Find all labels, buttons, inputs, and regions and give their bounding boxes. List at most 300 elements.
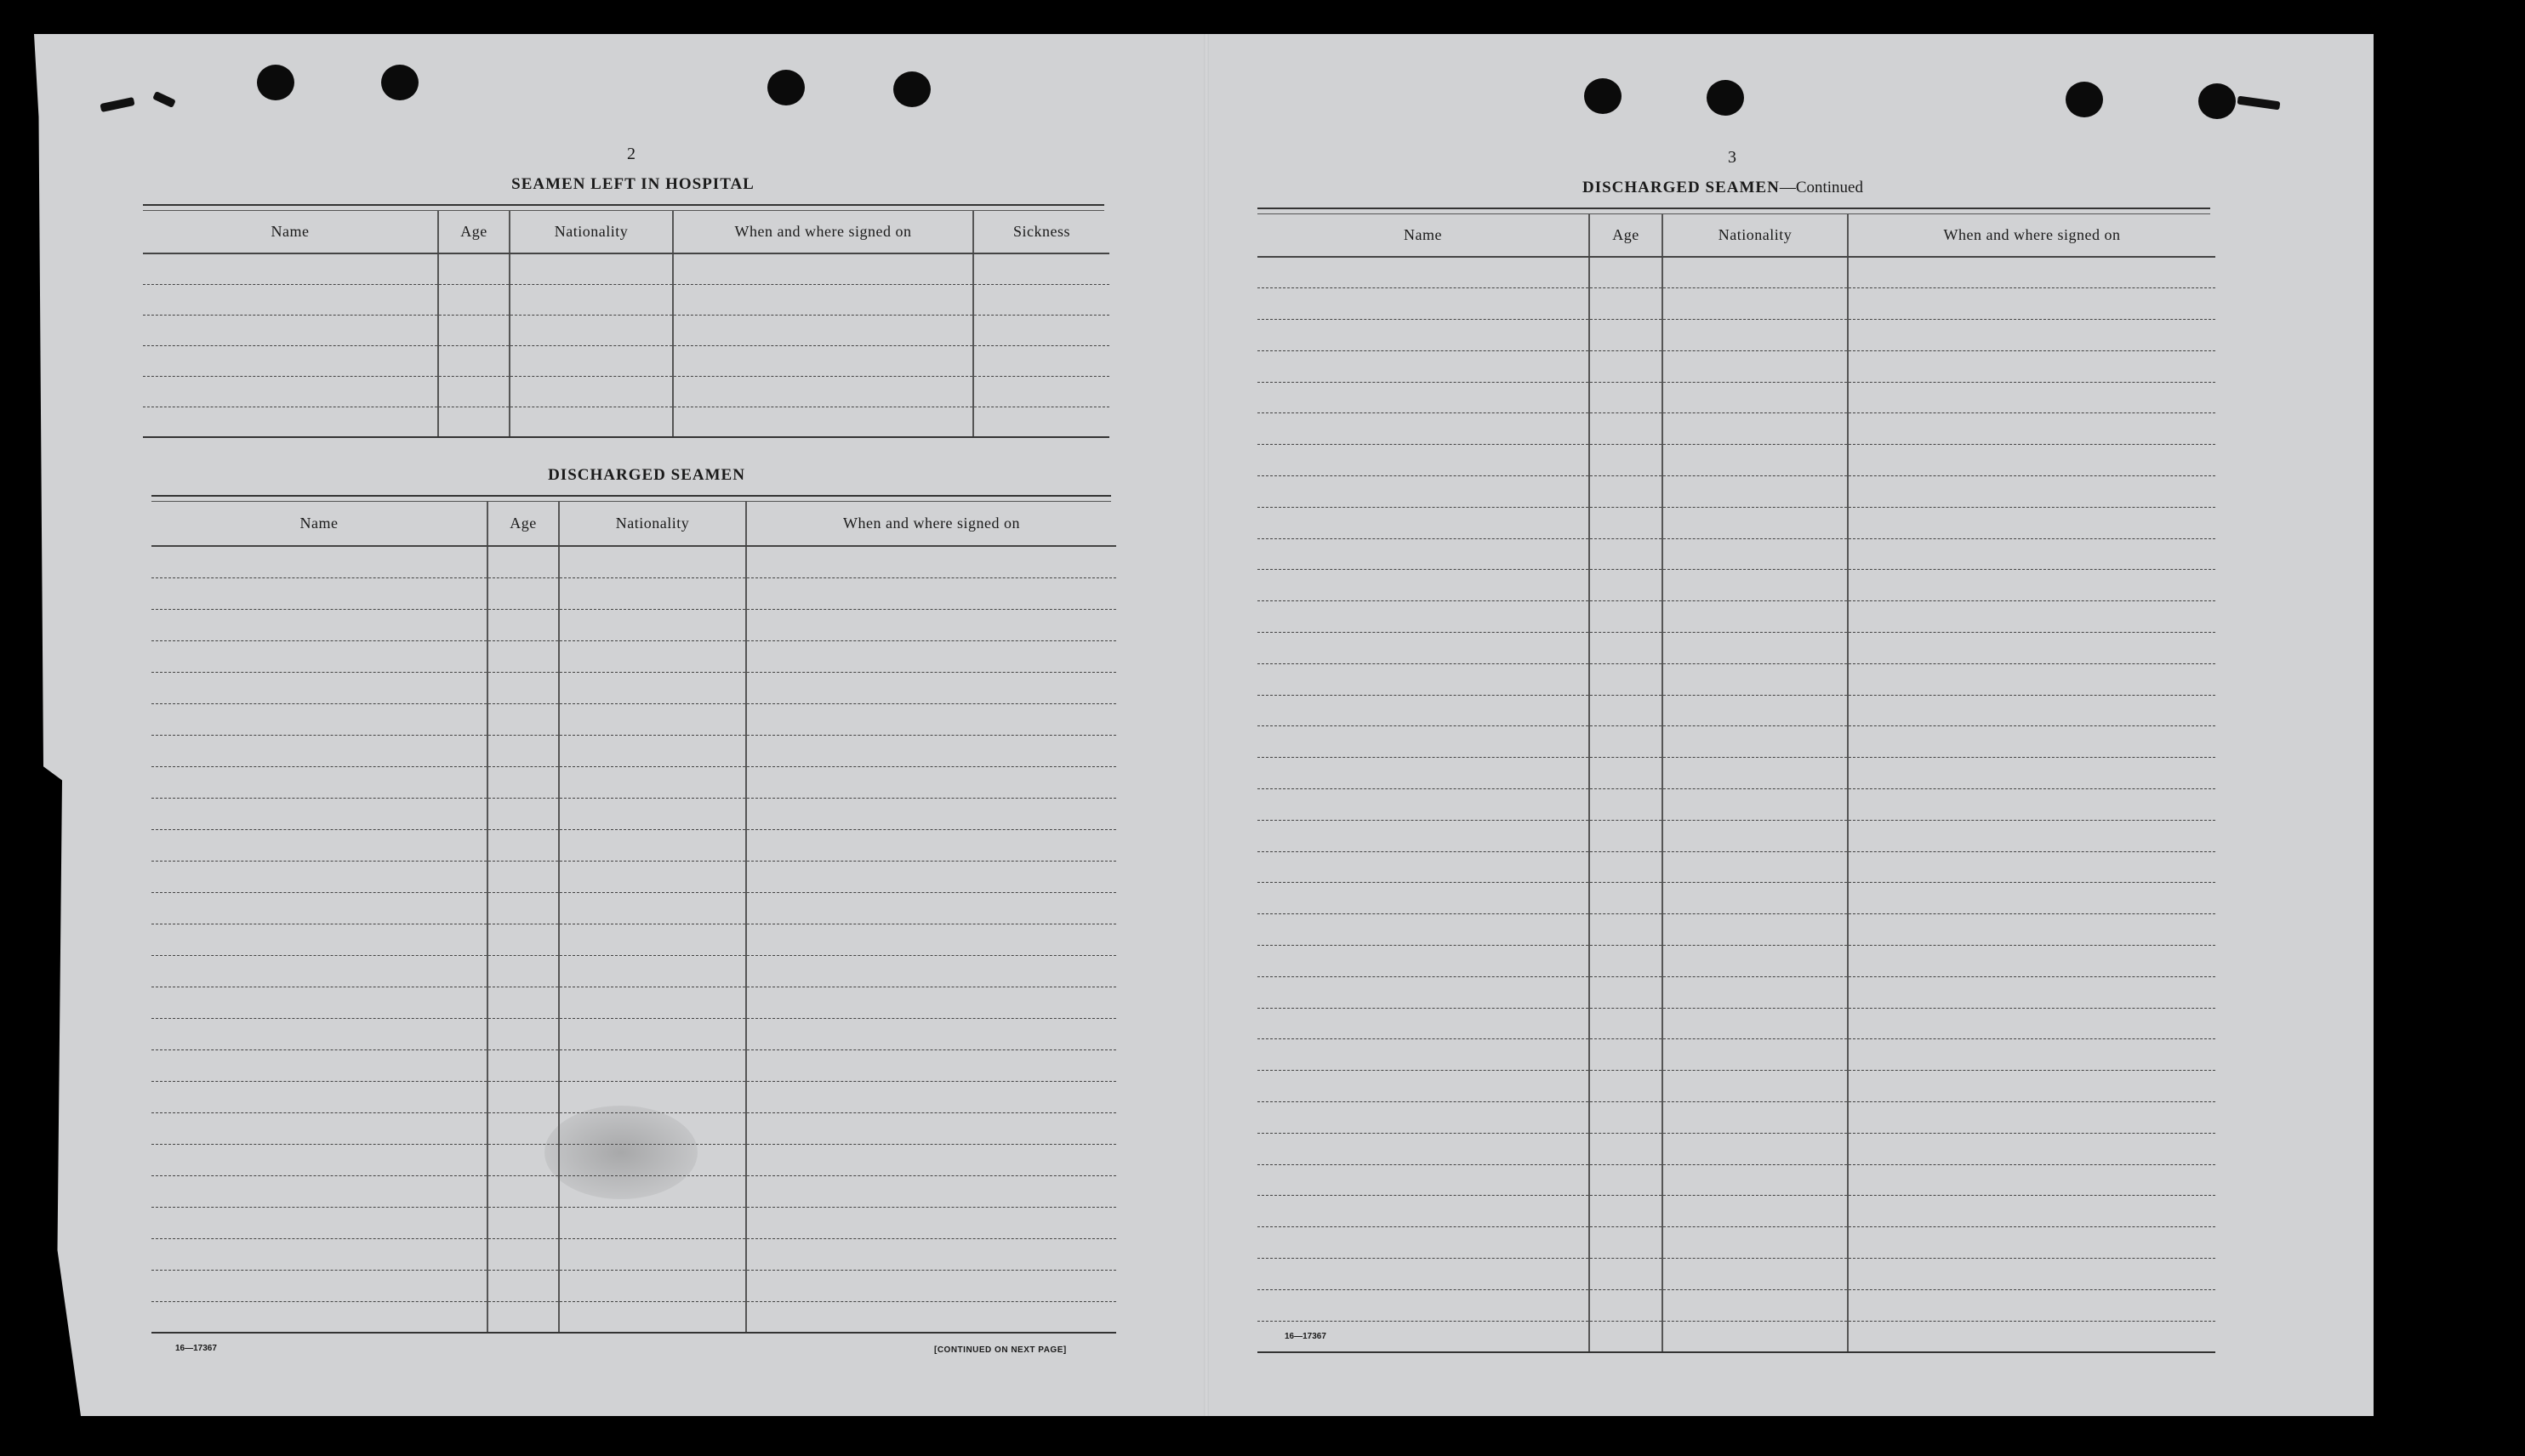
table-cell — [1589, 695, 1662, 726]
table-cell — [1848, 570, 2215, 601]
table-cell — [1589, 914, 1662, 946]
table-row — [1257, 1008, 2215, 1039]
table-cell — [151, 1081, 487, 1112]
hospital-col-signed-on: When and where signed on — [673, 211, 973, 253]
table-row — [1257, 789, 2215, 821]
table-row — [1257, 1196, 2215, 1227]
table-cell — [1257, 1227, 1589, 1259]
table-row — [151, 1238, 1116, 1270]
table-cell — [487, 955, 559, 987]
table-cell — [1848, 946, 2215, 977]
table-cell — [151, 1112, 487, 1144]
table-cell — [559, 1301, 746, 1333]
table-row — [143, 253, 1109, 284]
table-row — [1257, 1227, 2215, 1259]
table-cell — [1589, 570, 1662, 601]
table-cell — [1589, 758, 1662, 789]
discharged-continued-title-suffix: —Continued — [1779, 179, 1863, 196]
table-cell — [1848, 538, 2215, 570]
discharged-continued-title — [1463, 179, 1982, 197]
table-cell — [559, 892, 746, 924]
table-cell — [1848, 1321, 2215, 1352]
table-cell — [1662, 851, 1848, 883]
table-cell — [1848, 1039, 2215, 1071]
form-code-right: 16—17367 — [1285, 1332, 1326, 1341]
table-row — [1257, 976, 2215, 1008]
table-cell — [1257, 851, 1589, 883]
table-cell — [1662, 1164, 1848, 1196]
table-cell — [1662, 883, 1848, 914]
table-row — [1257, 633, 2215, 664]
table-cell — [1589, 633, 1662, 664]
table-cell — [151, 546, 487, 577]
table-row — [1257, 445, 2215, 476]
table-cell — [746, 892, 1116, 924]
table-cell — [1662, 914, 1848, 946]
table-cell — [487, 861, 559, 892]
table-cell — [1589, 1039, 1662, 1071]
table-row — [1257, 726, 2215, 758]
table-cell — [1662, 601, 1848, 633]
table-cell — [487, 672, 559, 703]
table-cell — [1848, 1196, 2215, 1227]
ink-smudge — [544, 1106, 698, 1199]
table-cell — [1848, 726, 2215, 758]
table-cell — [1848, 476, 2215, 508]
table-cell — [1848, 1227, 2215, 1259]
table-row — [1257, 601, 2215, 633]
table-cell — [1848, 1008, 2215, 1039]
table-row — [151, 672, 1116, 703]
table-cell — [746, 924, 1116, 955]
table-cell — [559, 861, 746, 892]
table-cell — [487, 1238, 559, 1270]
table-cell — [1257, 1289, 1589, 1321]
table-cell — [1848, 1102, 2215, 1134]
table-cell — [151, 735, 487, 766]
table-cell — [1848, 288, 2215, 320]
discharged-continued-title-main: DISCHARGED SEAMEN — [1582, 179, 1780, 196]
table-cell — [1662, 257, 1848, 288]
table-cell — [1662, 976, 1848, 1008]
page-number-right: 3 — [1728, 148, 1736, 167]
table-cell — [151, 924, 487, 955]
table-cell — [746, 766, 1116, 798]
table-cell — [1662, 507, 1848, 538]
table-cell — [1257, 1259, 1589, 1290]
table-row — [143, 315, 1109, 345]
table-cell — [1848, 1164, 2215, 1196]
table-cell — [1662, 538, 1848, 570]
punch-hole — [893, 71, 931, 107]
table-cell — [1589, 883, 1662, 914]
table-cell — [151, 829, 487, 861]
page-number-left: 2 — [627, 145, 636, 163]
table-cell — [1662, 663, 1848, 695]
table-cell — [487, 766, 559, 798]
table-row — [151, 1301, 1116, 1333]
table-row — [1257, 695, 2215, 726]
table-cell — [1257, 914, 1589, 946]
table-cell — [1662, 413, 1848, 445]
table-cell — [1848, 1133, 2215, 1164]
punch-hole — [257, 65, 294, 100]
hospital-top-rule — [143, 204, 1104, 211]
table-cell — [1257, 257, 1589, 288]
table-cell — [559, 766, 746, 798]
table-row — [1257, 914, 2215, 946]
discharged-continued-table — [1257, 214, 2215, 1353]
hospital-table — [143, 211, 1109, 438]
table-cell — [1662, 1102, 1848, 1134]
table-cell — [559, 546, 746, 577]
table-row — [1257, 320, 2215, 351]
punch-hole — [1707, 80, 1744, 116]
discharged-col-nationality: Nationality — [559, 502, 746, 546]
table-cell — [151, 1301, 487, 1333]
table-cell — [559, 1238, 746, 1270]
table-row — [151, 766, 1116, 798]
table-row — [151, 577, 1116, 609]
discharged-section-title: DISCHARGED SEAMEN — [548, 466, 745, 484]
table-cell — [1257, 633, 1589, 664]
table-cell — [746, 1049, 1116, 1081]
table-row — [151, 1049, 1116, 1081]
table-cell — [487, 703, 559, 735]
table-cell — [746, 546, 1116, 577]
table-row — [151, 1207, 1116, 1238]
table-cell — [487, 798, 559, 829]
table-row — [143, 284, 1109, 315]
table-cell — [1848, 320, 2215, 351]
discharged-continued-top-rule — [1257, 208, 2210, 214]
table-cell — [746, 735, 1116, 766]
table-cell — [1257, 1008, 1589, 1039]
table-cell — [1848, 633, 2215, 664]
table-cell — [1257, 382, 1589, 413]
table-cell — [151, 577, 487, 609]
table-cell — [151, 672, 487, 703]
table-cell — [559, 1081, 746, 1112]
table-row — [1257, 1289, 2215, 1321]
table-cell — [559, 703, 746, 735]
table-row — [1257, 1133, 2215, 1164]
table-cell — [151, 609, 487, 640]
table-cell — [1257, 507, 1589, 538]
table-row — [1257, 820, 2215, 851]
punch-hole — [767, 70, 805, 105]
table-cell — [151, 1175, 487, 1207]
discharged-continued-col-signed-on: When and where signed on — [1848, 214, 2215, 257]
table-cell — [1848, 851, 2215, 883]
table-cell — [559, 577, 746, 609]
table-cell — [1589, 445, 1662, 476]
table-cell — [746, 640, 1116, 672]
table-row — [1257, 1039, 2215, 1071]
table-cell — [487, 1049, 559, 1081]
table-cell — [1589, 413, 1662, 445]
table-cell — [1589, 976, 1662, 1008]
table-cell — [1662, 476, 1848, 508]
table-cell — [487, 892, 559, 924]
table-row — [151, 1018, 1116, 1049]
table-row — [1257, 1321, 2215, 1352]
table-cell — [559, 1270, 746, 1301]
table-row — [1257, 758, 2215, 789]
table-cell — [559, 924, 746, 955]
table-row — [151, 829, 1116, 861]
table-cell — [1257, 1039, 1589, 1071]
table-cell — [1589, 1164, 1662, 1196]
table-cell — [746, 1207, 1116, 1238]
continued-footnote: [CONTINUED ON NEXT PAGE] — [934, 1345, 1067, 1355]
table-cell — [1257, 320, 1589, 351]
table-cell — [559, 1049, 746, 1081]
table-cell — [1589, 601, 1662, 633]
discharged-col-name: Name — [151, 502, 487, 546]
table-row — [1257, 1071, 2215, 1102]
table-cell — [487, 924, 559, 955]
table-row — [151, 546, 1116, 577]
table-cell — [487, 1301, 559, 1333]
table-cell — [1848, 1289, 2215, 1321]
table-cell — [746, 1270, 1116, 1301]
discharged-continued-col-age: Age — [1589, 214, 1662, 257]
punch-hole — [2066, 82, 2103, 117]
table-row — [1257, 507, 2215, 538]
table-cell — [1589, 320, 1662, 351]
table-cell — [1589, 507, 1662, 538]
table-cell — [1848, 1071, 2215, 1102]
table-cell — [1589, 1133, 1662, 1164]
table-cell — [746, 1144, 1116, 1175]
table-cell — [1662, 350, 1848, 382]
table-cell — [151, 955, 487, 987]
table-cell — [1848, 789, 2215, 821]
table-row — [1257, 851, 2215, 883]
table-cell — [1848, 758, 2215, 789]
table-cell — [559, 955, 746, 987]
table-cell — [1662, 1008, 1848, 1039]
table-cell — [1662, 1227, 1848, 1259]
punch-hole — [2198, 83, 2236, 119]
table-cell — [559, 987, 746, 1018]
table-cell — [1257, 1071, 1589, 1102]
discharged-table — [151, 502, 1116, 1334]
table-cell — [1589, 382, 1662, 413]
table-cell — [1257, 570, 1589, 601]
table-cell — [151, 766, 487, 798]
table-cell — [1848, 601, 2215, 633]
table-cell — [1848, 1259, 2215, 1290]
hospital-header-row — [143, 211, 1109, 253]
table-cell — [1848, 820, 2215, 851]
table-cell — [746, 861, 1116, 892]
table-cell — [559, 1018, 746, 1049]
table-row — [143, 407, 1109, 437]
table-cell — [1848, 976, 2215, 1008]
table-cell — [1589, 726, 1662, 758]
table-cell — [151, 987, 487, 1018]
table-cell — [1257, 883, 1589, 914]
table-cell — [1589, 663, 1662, 695]
table-row — [151, 861, 1116, 892]
punch-hole — [381, 65, 419, 100]
hospital-col-age: Age — [438, 211, 510, 253]
table-cell — [559, 640, 746, 672]
table-cell — [746, 1301, 1116, 1333]
table-cell — [746, 1018, 1116, 1049]
table-cell — [1848, 695, 2215, 726]
table-cell — [1589, 1071, 1662, 1102]
table-cell — [487, 735, 559, 766]
table-cell — [746, 955, 1116, 987]
table-cell — [746, 577, 1116, 609]
discharged-col-signed-on: When and where signed on — [746, 502, 1116, 546]
table-cell — [1589, 1289, 1662, 1321]
table-cell — [1257, 789, 1589, 821]
table-row — [1257, 1259, 2215, 1290]
table-cell — [746, 1238, 1116, 1270]
table-cell — [151, 1049, 487, 1081]
discharged-continued-header-row — [1257, 214, 2215, 257]
table-cell — [1662, 288, 1848, 320]
hospital-col-name: Name — [143, 211, 438, 253]
table-cell — [1848, 883, 2215, 914]
table-cell — [746, 829, 1116, 861]
hospital-section-title: SEAMEN LEFT IN HOSPITAL — [511, 175, 755, 193]
table-cell — [1848, 257, 2215, 288]
table-row — [1257, 1164, 2215, 1196]
table-cell — [1257, 1133, 1589, 1164]
table-cell — [1257, 350, 1589, 382]
table-cell — [487, 640, 559, 672]
table-cell — [151, 1018, 487, 1049]
table-cell — [1589, 851, 1662, 883]
discharged-header-row — [151, 502, 1116, 546]
table-cell — [1589, 350, 1662, 382]
table-cell — [1589, 1102, 1662, 1134]
table-cell — [1662, 726, 1848, 758]
page-fold — [1204, 34, 1209, 1416]
form-code-left: 16—17367 — [175, 1344, 217, 1353]
table-row — [151, 924, 1116, 955]
table-cell — [1662, 758, 1848, 789]
table-cell — [559, 798, 746, 829]
table-cell — [1257, 1164, 1589, 1196]
table-cell — [151, 798, 487, 829]
table-cell — [1257, 1196, 1589, 1227]
table-cell — [487, 829, 559, 861]
table-cell — [1662, 1321, 1848, 1352]
table-cell — [559, 672, 746, 703]
table-cell — [1257, 476, 1589, 508]
table-cell — [1589, 476, 1662, 508]
table-row — [151, 1270, 1116, 1301]
table-cell — [151, 640, 487, 672]
hospital-col-nationality: Nationality — [510, 211, 673, 253]
table-cell — [1662, 1196, 1848, 1227]
table-row — [1257, 413, 2215, 445]
table-cell — [1257, 413, 1589, 445]
table-cell — [1589, 288, 1662, 320]
table-cell — [1662, 570, 1848, 601]
table-cell — [1662, 320, 1848, 351]
table-row — [143, 345, 1109, 376]
table-cell — [1589, 1008, 1662, 1039]
table-cell — [1257, 601, 1589, 633]
table-cell — [151, 892, 487, 924]
table-cell — [1589, 1259, 1662, 1290]
table-cell — [1662, 789, 1848, 821]
table-row — [151, 987, 1116, 1018]
table-row — [1257, 257, 2215, 288]
discharged-continued-col-nationality: Nationality — [1662, 214, 1848, 257]
table-cell — [746, 798, 1116, 829]
table-cell — [151, 1270, 487, 1301]
table-cell — [1662, 820, 1848, 851]
table-cell — [487, 1081, 559, 1112]
table-cell — [559, 609, 746, 640]
discharged-col-age: Age — [487, 502, 559, 546]
table-cell — [746, 703, 1116, 735]
table-cell — [1257, 758, 1589, 789]
table-cell — [151, 1144, 487, 1175]
table-cell — [151, 1238, 487, 1270]
table-cell — [487, 577, 559, 609]
table-cell — [1589, 1321, 1662, 1352]
table-cell — [487, 1018, 559, 1049]
table-cell — [1848, 445, 2215, 476]
table-cell — [746, 1112, 1116, 1144]
table-cell — [1848, 350, 2215, 382]
table-cell — [1589, 946, 1662, 977]
table-cell — [1589, 257, 1662, 288]
discharged-continued-col-name: Name — [1257, 214, 1589, 257]
table-row — [1257, 663, 2215, 695]
table-cell — [151, 1207, 487, 1238]
table-cell — [1257, 445, 1589, 476]
table-cell — [1662, 633, 1848, 664]
table-cell — [1662, 695, 1848, 726]
table-row — [1257, 476, 2215, 508]
table-cell — [746, 609, 1116, 640]
table-cell — [1662, 382, 1848, 413]
table-cell — [746, 672, 1116, 703]
table-cell — [487, 987, 559, 1018]
table-row — [1257, 382, 2215, 413]
table-row — [143, 376, 1109, 407]
table-cell — [559, 1207, 746, 1238]
discharged-top-rule — [151, 495, 1111, 502]
table-cell — [487, 1270, 559, 1301]
table-cell — [1848, 914, 2215, 946]
table-cell — [559, 735, 746, 766]
table-row — [151, 609, 1116, 640]
table-cell — [1662, 946, 1848, 977]
table-cell — [1662, 1071, 1848, 1102]
table-cell — [1257, 695, 1589, 726]
table-cell — [1589, 1196, 1662, 1227]
table-cell — [1589, 1227, 1662, 1259]
table-cell — [1257, 538, 1589, 570]
table-cell — [1257, 976, 1589, 1008]
table-cell — [746, 987, 1116, 1018]
table-cell — [151, 703, 487, 735]
table-row — [151, 955, 1116, 987]
table-row — [1257, 883, 2215, 914]
table-cell — [1589, 820, 1662, 851]
